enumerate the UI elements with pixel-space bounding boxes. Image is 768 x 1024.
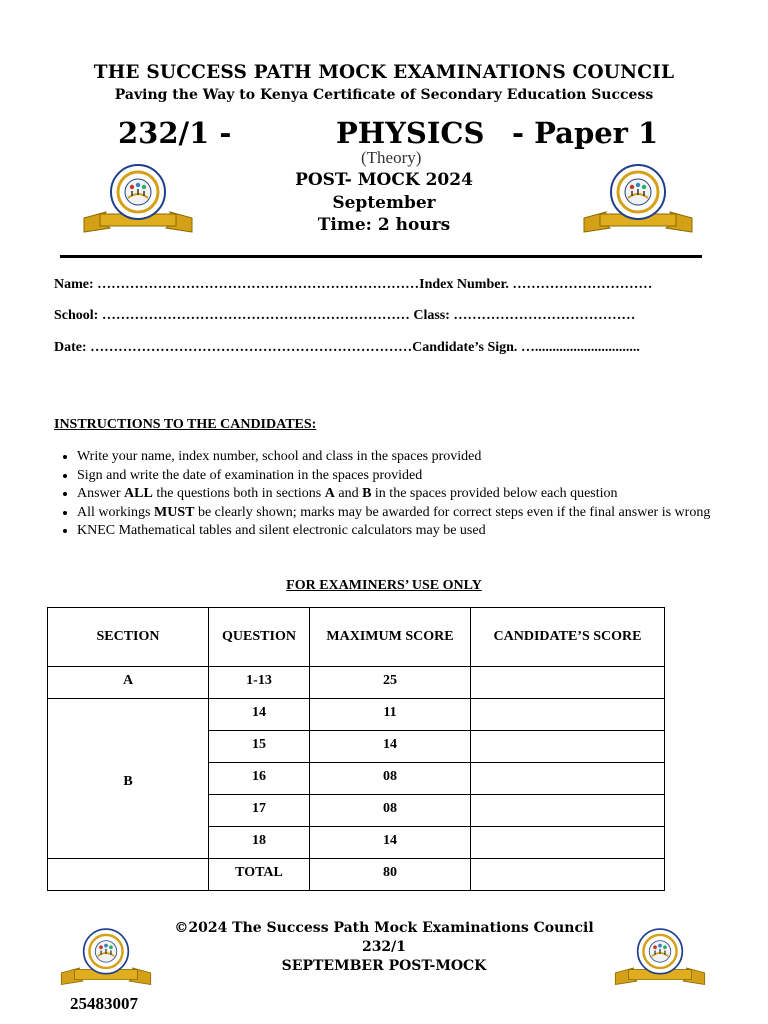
footer-session: SEPTEMBER POST-MOCK: [281, 958, 487, 974]
table-row: [48, 667, 665, 699]
max-score-cell: 25: [310, 667, 471, 699]
candidate-score-cell[interactable]: [471, 763, 665, 795]
header-max-score: MAXIMUM SCORE: [310, 608, 471, 667]
question-cell: 18: [209, 827, 310, 859]
max-score-cell: 14: [310, 731, 471, 763]
instructions-title: INSTRUCTIONS TO THE CANDIDATES:: [54, 417, 317, 432]
total-row: [48, 859, 665, 891]
question-cell: 17: [209, 795, 310, 827]
school-class-field: School: ………………………………………………………… Class: …………………………………: [54, 308, 636, 323]
header-question: QUESTION: [209, 608, 310, 667]
council-logo-left: [80, 162, 196, 238]
question-cell: 1-13: [209, 667, 310, 699]
max-score-cell: 08: [310, 763, 471, 795]
footer-copyright: ©2024 The Success Path Mock Examinations Council: [174, 920, 594, 936]
section-cell: B: [48, 699, 209, 859]
instructions-list: [54, 448, 737, 541]
instruction-item: • Sign and write the date of examination in the spaces provided: [77, 467, 737, 486]
document-serial: 25483007: [70, 994, 138, 1013]
header-candidate-score: CANDIDATE’S SCORE: [471, 608, 665, 667]
date-sign-field: Date: ……………………………………………………………Candidate’s Sign. …..............................: [54, 340, 640, 355]
paper-type: (Theory): [361, 148, 422, 167]
question-cell: 16: [209, 763, 310, 795]
name-index-field: Name: ……………………………………………………………Index Number. …………………………: [54, 277, 653, 292]
empty-cell: [48, 859, 209, 891]
subject-title: PHYSICS: [336, 116, 485, 150]
table-header-row: [48, 608, 665, 667]
header-divider: [60, 255, 702, 258]
instruction-item: • Write your name, index number, school and class in the spaces provided: [77, 448, 737, 467]
max-score-cell: 14: [310, 827, 471, 859]
council-logo-right: [580, 162, 696, 238]
candidate-score-cell[interactable]: [471, 795, 665, 827]
candidate-score-cell[interactable]: [471, 667, 665, 699]
exam-month: September: [332, 193, 436, 213]
examiners-use-title: FOR EXAMINERS’ USE ONLY: [286, 578, 482, 593]
footer-paper-code: 232/1: [361, 939, 407, 955]
question-cell: 14: [209, 699, 310, 731]
council-title: THE SUCCESS PATH MOCK EXAMINATIONS COUNCIL: [93, 62, 675, 83]
council-tagline: Paving the Way to Kenya Certificate of Secondary Education Success: [114, 87, 654, 103]
total-label: TOTAL: [209, 859, 310, 891]
score-table: [47, 607, 665, 891]
instruction-item: • KNEC Mathematical tables and silent electronic calculators may be used: [77, 522, 737, 541]
exam-series: POST- MOCK 2024: [295, 170, 473, 190]
exam-duration: Time: 2 hours: [317, 215, 451, 235]
max-score-cell: 11: [310, 699, 471, 731]
candidate-score-cell[interactable]: [471, 827, 665, 859]
total-value: 80: [310, 859, 471, 891]
max-score-cell: 08: [310, 795, 471, 827]
section-cell: A: [48, 667, 209, 699]
instruction-item: • Answer ALL the questions both in sections A and B in the spaces provided below each question: [77, 485, 737, 504]
header-section: SECTION: [48, 608, 209, 667]
paper-code: 232/1 -: [118, 116, 232, 150]
candidate-score-cell[interactable]: [471, 731, 665, 763]
total-candidate-score[interactable]: [471, 859, 665, 891]
question-cell: 15: [209, 731, 310, 763]
candidate-score-cell[interactable]: [471, 699, 665, 731]
table-row: [48, 699, 665, 731]
paper-number: - Paper 1: [512, 116, 659, 150]
instruction-item: • All workings MUST be clearly shown; marks may be awarded for correct steps even if the final answer is wrong: [77, 504, 737, 523]
